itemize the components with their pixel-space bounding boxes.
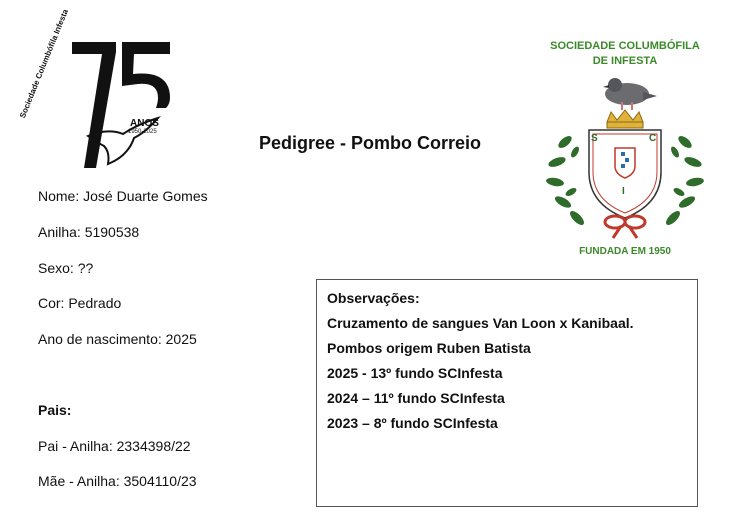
father-ring: Pai - Anilha: 2334398/22 <box>38 438 191 454</box>
club-name-line2: DE INFESTA <box>592 55 658 67</box>
club-logo <box>535 40 715 265</box>
crown-icon <box>607 110 643 128</box>
pigeon-birth-year: Ano de nascimento: 2025 <box>38 331 197 347</box>
anniversary-logo-graphic <box>38 38 178 173</box>
anniversary-years: 1950-2025 <box>128 129 157 135</box>
pigeon-color: Cor: Pedrado <box>38 295 122 311</box>
observation-line: Cruzamento de sangues Van Loon x Kanibaal. <box>327 315 634 331</box>
observations-box <box>316 279 698 507</box>
pigeon-sex: Sexo: ?? <box>38 260 94 276</box>
laurel-left-icon <box>545 134 586 227</box>
observation-line: 2025 - 13º fundo SCInfesta <box>327 365 503 381</box>
pigeon-name: Nome: José Duarte Gomes <box>38 188 208 204</box>
observations-heading: Observações: <box>327 290 420 306</box>
pigeon-ring: Anilha: 5190538 <box>38 224 140 240</box>
anniversary-logo <box>18 8 178 173</box>
shield-letter-s: S <box>591 133 598 144</box>
anniversary-anos: ANOS <box>130 118 159 129</box>
ribbon-icon <box>605 216 645 238</box>
parents-heading: Pais: <box>38 402 72 418</box>
observation-line: 2023 – 8º fundo SCInfesta <box>327 415 498 431</box>
shield-letter-c: C <box>649 133 657 144</box>
laurel-right-icon <box>664 134 705 227</box>
observation-line: 2024 – 11º fundo SCInfesta <box>327 390 505 406</box>
pigeon-icon <box>603 78 657 110</box>
page-title: Pedigree - Pombo Correio <box>259 133 482 153</box>
club-emblem <box>535 72 715 242</box>
observation-line: Pombos origem Ruben Batista <box>327 340 531 356</box>
club-name-line1: SOCIEDADE COLUMBÓFILA <box>550 40 700 52</box>
mother-ring: Mãe - Anilha: 3504110/23 <box>38 473 197 489</box>
shield-letter-i: I <box>622 186 625 197</box>
anniversary-club-vertical: Sociedade Columbófila Infesta <box>18 8 70 120</box>
club-founded: FUNDADA EM 1950 <box>579 246 671 257</box>
